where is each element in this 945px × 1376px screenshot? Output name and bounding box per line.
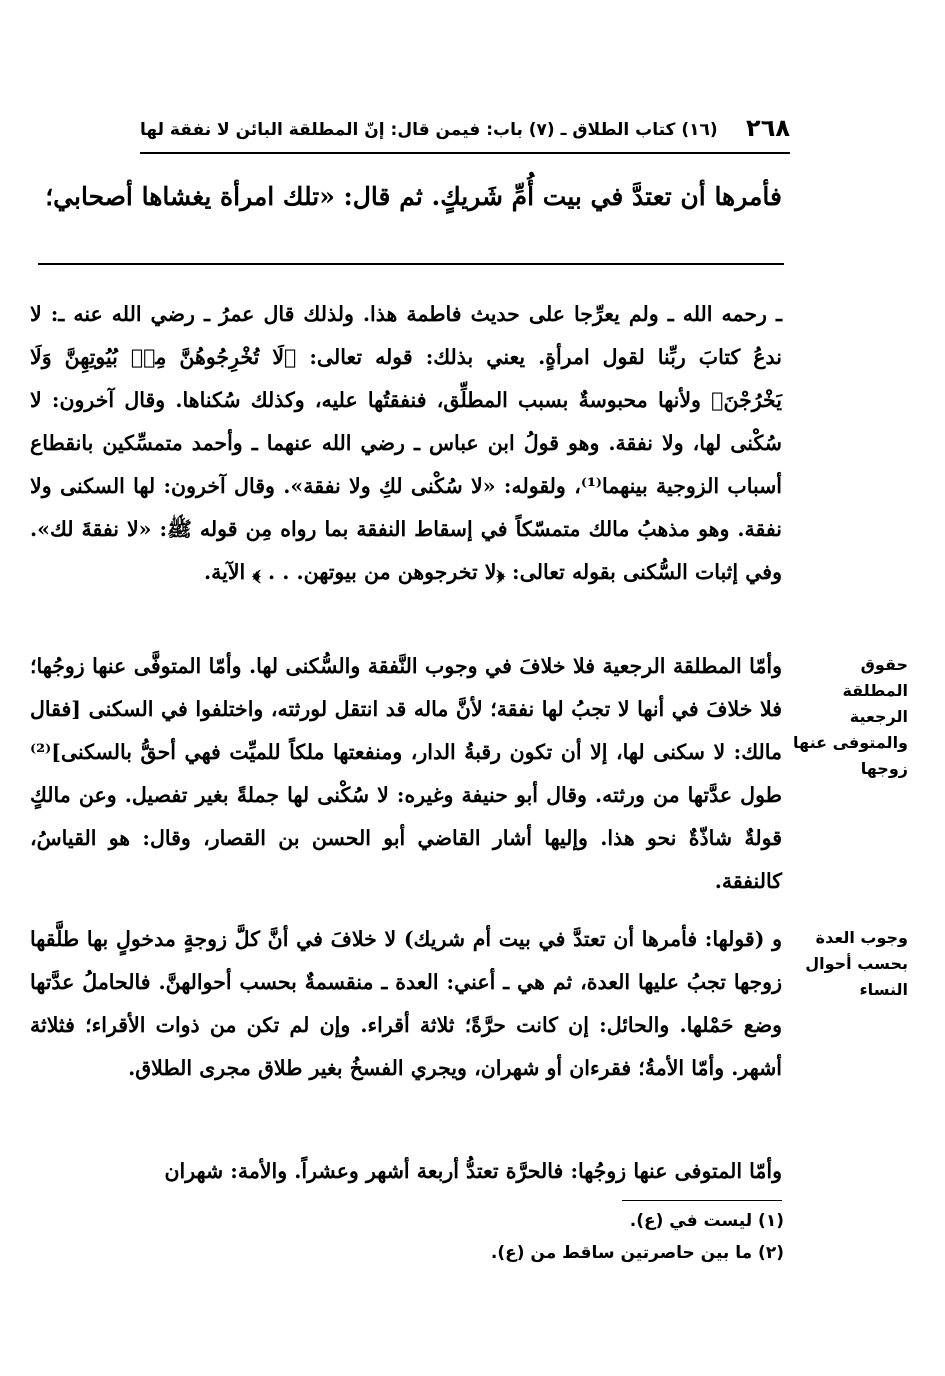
margin-heading-rights: حقوق المطلقة الرجعية والمتوفى عنها زوجها xyxy=(793,655,908,778)
footnote-2: (٢) ما بين حاصرتين ساقط من (ع). xyxy=(490,1243,784,1263)
paragraph-text: و (قولها: فأمرها أن تعتدَّ في بيت أم شريك) لا خلافَ في أنَّ كلَّ زوجةٍ مدخولٍ بها طلَّقها زوجها تجبُ عليها العدة، ثم هي ـ أعني: العدة ـ منقسمةٌ بحسب أحوالهنَّ. فالحاملُ عدَّتها وضع حَمْلها. والحائل: إن كانت حرَّةً؛ ثلاثة أقراء. وإن لم تكن من ذوات الأقراء؛ فثلاثة أشهر. وأمّا الأمةُ؛ فقرءان أو شهران، ويجري الفسخُ بغير طلاق مجرى الطلاق. xyxy=(30,927,782,1080)
footnote-rule xyxy=(622,1200,782,1201)
page-number: ٢٦٨ xyxy=(746,114,790,142)
running-title: (١٦) كتاب الطلاق ـ (٧) باب: فيمن قال: إنّ المطلقة البائن لا نفقة لها xyxy=(140,120,718,140)
margin-heading-iddah: وجوب العدة بحسب أحوال النساء xyxy=(805,928,908,999)
commentary-paragraph-4 xyxy=(30,1150,782,1193)
commentary-paragraph-3 xyxy=(30,918,782,1090)
commentary-paragraph-1 xyxy=(30,293,782,594)
footnotes xyxy=(300,1205,784,1269)
commentary-paragraph-2 xyxy=(30,645,782,903)
footnote-1: (١) ليست في (ع). xyxy=(629,1211,784,1231)
paragraph-text: وأمّا المتوفى عنها زوجُها: فالحرَّة تعتدُّ أربعة أشهر وعشراً. والأمة: شهران xyxy=(164,1159,782,1183)
hadith-text: فأمرها أن تعتدَّ في بيت أُمِّ شَريكٍ. ثم قال: «تلك امرأة يغشاها أصحابي؛ xyxy=(45,182,782,211)
page-header xyxy=(140,114,790,154)
separator-rule xyxy=(38,263,784,265)
paragraph-text: ـ رحمه الله ـ ولم يعرِّجا على حديث فاطمة هذا. ولذلك قال عمرُ ـ رضي الله عنه ـ: لا ندعُ كتابَ ربِّنا لقول امرأةٍ. يعني بذلك: قوله تعالى: ﴿لَا تُخْرِجُوهُنَّ مِنۢ بُيُوتِهِنَّ وَلَا يَخْرُجْنَ﴾ ولأنها محبوسةٌ بسبب المطلِّق، فنفقتُها عليه، وكذلك سُكناها. وقال آخرون: لا سُكْنى لها، ولا نفقة. وهو قولُ ابن عباس ـ رضي الله عنهما ـ وأحمد متمسِّكين بانقطاع أسباب الزوجية بينهما⁽¹⁾، ولقوله: «لا سُكْنى لكِ ولا نفقة». وقال آخرون: لها السكنى ولا نفقة. وهو مذهبُ مالك متمسّكاً في إسقاط النفقة بما رواه مِن قوله ﷺ: «لا نفقةَ لك». وفي إثبات السُّكنى بقوله تعالى: ﴿لا تخرجوهن من بيوتهن. . . ﴾ الآية. xyxy=(30,302,783,584)
paragraph-text: وأمّا المطلقة الرجعية فلا خلافَ في وجوب النَّفقة والسُّكنى لها. وأمّا المتوفَّى عنها زوجُها؛ فلا خلافَ في أنها لا تجبُ لها نفقة؛ لأنَّ ماله قد انتقل لورثته، واختلفوا في السكنى [فقال مالك: لا سكنى لها، إلا أن تكون رقبةُ الدار، ومنفعتها ملكاً للميِّت فهي أحقُّ بالسكنى]⁽²⁾ طول عدَّتها من ورثته. وقال أبو حنيفة وغيره: لا سُكْنى لها جملةً بغير تفصيل. وعن مالكٍ قولةٌ شاذّةٌ نحو هذا. وإليها أشار القاضي أبو الحسن بن القصار، وقال: هو القياسُ، كالنفقة. xyxy=(30,654,782,893)
